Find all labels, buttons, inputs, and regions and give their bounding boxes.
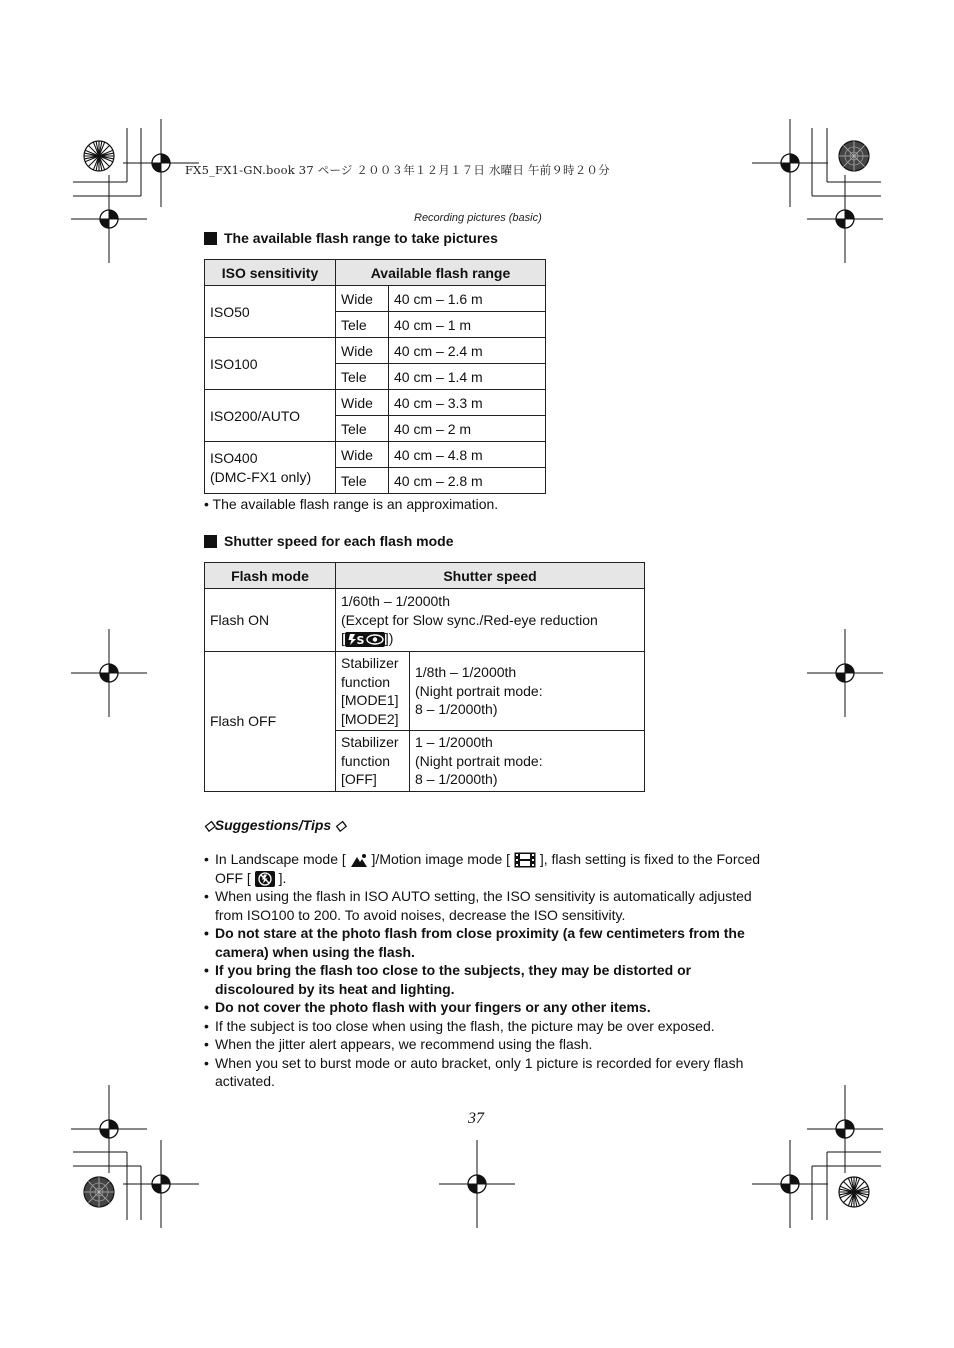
range-value: 40 cm – 3.3 m [389, 390, 546, 416]
header-iso: ISO sensitivity [205, 260, 336, 286]
list-item [204, 1017, 764, 1036]
tip-text: If the subject is too close when using the flash, the picture may be over exposed. [215, 1017, 715, 1034]
page-number: 37 [468, 1110, 484, 1127]
shutter-speed-table [204, 562, 645, 792]
bullet: • [204, 888, 209, 904]
header-shutter-speed: Shutter speed [336, 563, 645, 589]
list-item [204, 998, 764, 1017]
tips-title: ◇Suggestions/Tips ◇ [204, 817, 346, 833]
tip-fragment: In Landscape mode [ [215, 851, 346, 867]
stabilizer-cell [336, 652, 410, 731]
iso-note: (DMC-FX1 only) [210, 468, 312, 485]
zoom-label: Tele [336, 468, 389, 494]
flash-range-table [204, 259, 546, 494]
shutter-section-title [204, 533, 454, 549]
iso-value: ISO400 [210, 449, 258, 466]
zoom-label: Tele [336, 416, 389, 442]
bullet: • [204, 962, 209, 978]
table-header-row [205, 260, 546, 286]
list-item [204, 961, 764, 998]
bullet: • [204, 1036, 209, 1052]
header-flash-mode: Flash mode [205, 563, 336, 589]
flash-mode-cell: Flash ON [205, 589, 336, 652]
tip-text: Do not cover the photo flash with your fingers or any other items. [215, 999, 651, 1015]
flash-mode-cell: Flash OFF [205, 652, 336, 792]
tip-text: Do not stare at the photo flash from close proximity (a few centimeters from the camera) when using the flash. [215, 925, 745, 960]
table-row [205, 442, 546, 468]
landscape-mode-icon [350, 853, 368, 868]
bullet: • [204, 999, 209, 1015]
iso-cell: ISO100 [205, 338, 336, 390]
stabilizer-line: [MODE2] [341, 710, 399, 727]
shutter-cell [336, 589, 645, 652]
bracket-close: ]) [384, 630, 394, 647]
tip-text [215, 850, 764, 887]
shutter-title-text: Shutter speed for each flash mode [224, 533, 454, 549]
zoom-label: Wide [336, 442, 389, 468]
bullet: • [204, 925, 209, 941]
shutter-line: 1 – 1/2000th [415, 734, 493, 751]
range-value: 40 cm – 1.6 m [389, 286, 546, 312]
stabilizer-line: Stabilizer [341, 734, 399, 751]
iso-cell: ISO200/AUTO [205, 390, 336, 442]
stabilizer-line: [OFF] [341, 771, 377, 788]
flash-range-section-title [204, 230, 498, 246]
list-item [204, 1054, 764, 1091]
tip-text: When you set to burst mode or auto bracket, only 1 picture is recorded for every flash activated. [215, 1054, 744, 1089]
zoom-label: Wide [336, 286, 389, 312]
shutter-line: (Except for Slow sync./Red-eye reduction [341, 611, 598, 628]
header-flash-range: Available flash range [336, 260, 546, 286]
zoom-label: Tele [336, 312, 389, 338]
shutter-line: 1/8th – 1/2000th [415, 664, 517, 681]
section-square-icon [204, 232, 217, 245]
tip-text: When using the flash in ISO AUTO setting, the ISO sensitivity is automatically adjusted from ISO100 to 200. To avoid noises, decrease the ISO sensitivity. [215, 888, 752, 923]
bullet: • [204, 1017, 209, 1034]
tips-list [204, 850, 764, 1091]
tip-text: When the jitter alert appears, we recommend using the flash. [215, 1036, 593, 1052]
section-square-icon [204, 535, 217, 548]
range-value: 40 cm – 2 m [389, 416, 546, 442]
shutter-cell [410, 731, 645, 792]
table-row [205, 652, 645, 731]
stabilizer-line: function [341, 673, 391, 690]
tip-fragment: ]/Motion image mode [ [371, 851, 511, 867]
range-value: 40 cm – 2.4 m [389, 338, 546, 364]
table-row [205, 338, 546, 364]
list-item [204, 1035, 764, 1054]
list-item [204, 850, 764, 887]
stabilizer-line: [MODE1] [341, 692, 399, 708]
bracket-open: [ [341, 630, 345, 647]
shutter-line: (Night portrait mode: [415, 752, 543, 769]
shutter-line: 1/60th – 1/2000th [341, 593, 450, 610]
svg-text:S: S [356, 634, 365, 648]
list-item [204, 924, 764, 961]
shutter-line: 8 – 1/2000th) [415, 701, 498, 718]
table-row [205, 589, 645, 652]
table-header-row [205, 563, 645, 589]
running-head: Recording pictures (basic) [414, 212, 542, 224]
stabilizer-cell [336, 731, 410, 792]
flash-range-title-text: The available flash range to take pictures [224, 230, 498, 246]
print-info-header: FX5_FX1-GN.book 37 ページ ２００３年１２月１７日 水曜日 午前９時２０分 [185, 163, 610, 177]
stabilizer-line: Stabilizer [341, 655, 399, 671]
zoom-label: Tele [336, 364, 389, 390]
shutter-line: (Night portrait mode: [415, 682, 543, 699]
bullet: • [204, 851, 209, 867]
flash-off-icon [255, 871, 275, 887]
slow-sync-red-eye-icon [345, 632, 385, 647]
bullet: • [204, 1054, 209, 1071]
stabilizer-line: function [341, 752, 391, 769]
zoom-label: Wide [336, 338, 389, 364]
tip-fragment: ], flash setting is fixed to the Forced OFF [ [215, 851, 761, 886]
list-item [204, 887, 764, 924]
table-row [205, 286, 546, 312]
range-value: 40 cm – 1 m [389, 312, 546, 338]
shutter-line: 8 – 1/2000th) [415, 771, 498, 788]
motion-image-icon [514, 852, 536, 868]
iso-cell [205, 442, 336, 494]
shutter-cell [410, 652, 645, 731]
tip-fragment: ]. [278, 869, 287, 886]
shutter-line [341, 629, 639, 648]
table-row [205, 390, 546, 416]
zoom-label: Wide [336, 390, 389, 416]
iso-cell: ISO50 [205, 286, 336, 338]
tip-text: If you bring the flash too close to the subjects, they may be distorted or discoloured by its heat and lighting. [215, 962, 692, 997]
range-value: 40 cm – 4.8 m [389, 442, 546, 468]
range-value: 40 cm – 2.8 m [389, 468, 546, 494]
range-value: 40 cm – 1.4 m [389, 364, 546, 390]
flash-range-note: • The available flash range is an approximation. [204, 496, 499, 512]
